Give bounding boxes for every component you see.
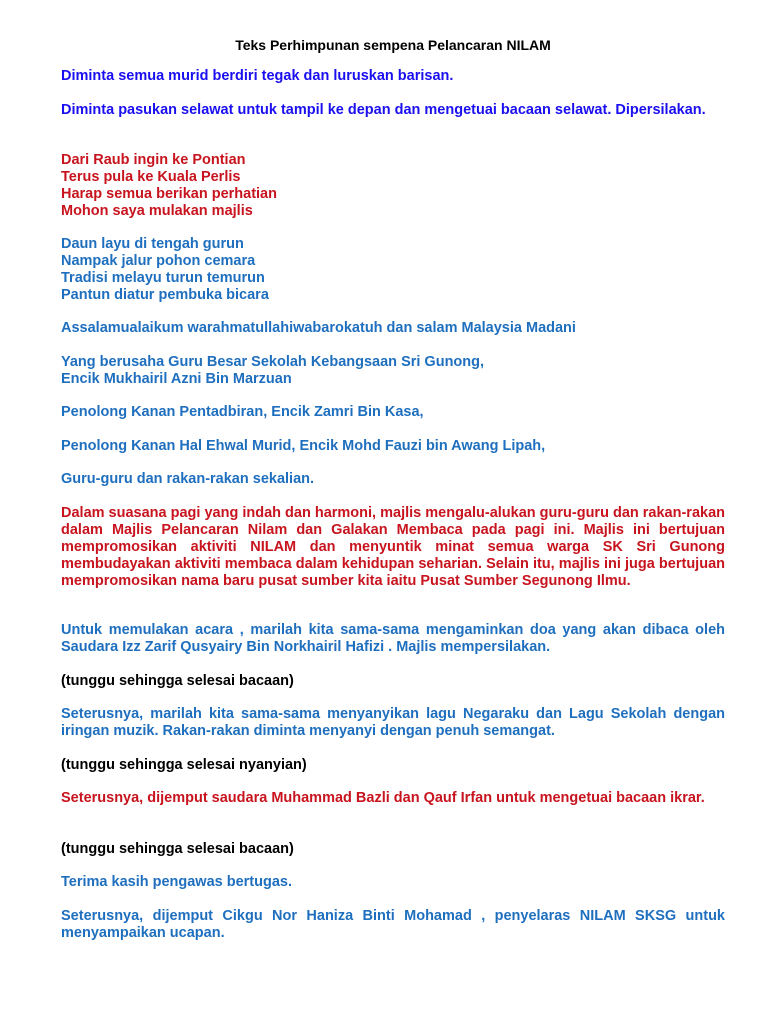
doa-paragraph: Untuk memulakan acara , marilah kita sama-sama mengaminkan doa yang akan dibaca oleh Saudara Izz Zarif Qusyairy Bin Norkhairil Hafizi . Majlis mempersilakan. xyxy=(61,622,725,655)
stage-direction-wait-1: (tunggu sehingga selesai bacaan) xyxy=(61,673,294,689)
headmaster-line: Encik Mukhairil Azni Bin Marzuan xyxy=(61,371,292,387)
pantun-opening-1 xyxy=(61,152,725,220)
greeting-salam: Assalamualaikum warahmatullahiwabarokatuh dan salam Malaysia Madani xyxy=(61,320,576,336)
speech-invitation: Seterusnya, dijemput Cikgu Nor Haniza Binti Mohamad , penyelaras NILAM SKSG untuk menyampaikan ucapan. xyxy=(61,908,725,941)
ikrar-paragraph: Seterusnya, dijemput saudara Muhammad Bazli dan Qauf Irfan untuk mengetuai bacaan ikrar. xyxy=(61,790,705,806)
stage-direction-wait-2: (tunggu sehingga selesai nyanyian) xyxy=(61,757,307,773)
greeting-headmaster xyxy=(61,354,725,388)
intro-paragraph: Dalam suasana pagi yang indah dan harmoni, majlis mengalu-alukan guru-guru dan rakan-rakan dalam Majlis Pelancaran Nilam dan Galakan Membaca pada pagi ini. Majlis ini bertujuan mempromosikan aktiviti NILAM dan menyuntik minat semua warga SK Sri Gunong membudayakan aktiviti membaca dalam kehidupan seharian. Selain itu, majlis ini juga bertujuan mempromosikan nama baru pusat sumber kita iaitu Pusat Sumber Segunong Ilmu. xyxy=(61,505,725,589)
pantun-line: Daun layu di tengah gurun xyxy=(61,236,244,252)
document-title: Teks Perhimpunan sempena Pelancaran NILAM xyxy=(235,37,551,53)
greeting-pk-admin: Penolong Kanan Pentadbiran, Encik Zamri Bin Kasa, xyxy=(61,404,424,420)
greeting-pk-hem: Penolong Kanan Hal Ehwal Murid, Encik Mohd Fauzi bin Awang Lipah, xyxy=(61,438,546,454)
pantun-line: Dari Raub ingin ke Pontian xyxy=(61,152,246,168)
instruction-selawat: Diminta pasukan selawat untuk tampil ke depan dan mengetuai bacaan selawat. Dipersilakan. xyxy=(61,102,706,118)
instruction-line-stand: Diminta semua murid berdiri tegak dan luruskan barisan. xyxy=(61,68,454,84)
pantun-line: Tradisi melayu turun temurun xyxy=(61,270,265,286)
pantun-line: Terus pula ke Kuala Perlis xyxy=(61,169,241,185)
pantun-line: Mohon saya mulakan majlis xyxy=(61,203,253,219)
thanks-line: Terima kasih pengawas bertugas. xyxy=(61,874,293,890)
songs-paragraph: Seterusnya, marilah kita sama-sama menyanyikan lagu Negaraku dan Lagu Sekolah dengan iringan muzik. Rakan-rakan diminta menyanyi dengan penuh semangat. xyxy=(61,706,725,739)
greeting-teachers: Guru-guru dan rakan-rakan sekalian. xyxy=(61,471,315,487)
pantun-line: Pantun diatur pembuka bicara xyxy=(61,287,269,303)
pantun-line: Harap semua berikan perhatian xyxy=(61,186,277,202)
headmaster-line: Yang berusaha Guru Besar Sekolah Kebangsaan Sri Gunong, xyxy=(61,354,485,370)
pantun-opening-2 xyxy=(61,236,725,304)
stage-direction-wait-3: (tunggu sehingga selesai bacaan) xyxy=(61,841,294,857)
pantun-line: Nampak jalur pohon cemara xyxy=(61,253,256,269)
